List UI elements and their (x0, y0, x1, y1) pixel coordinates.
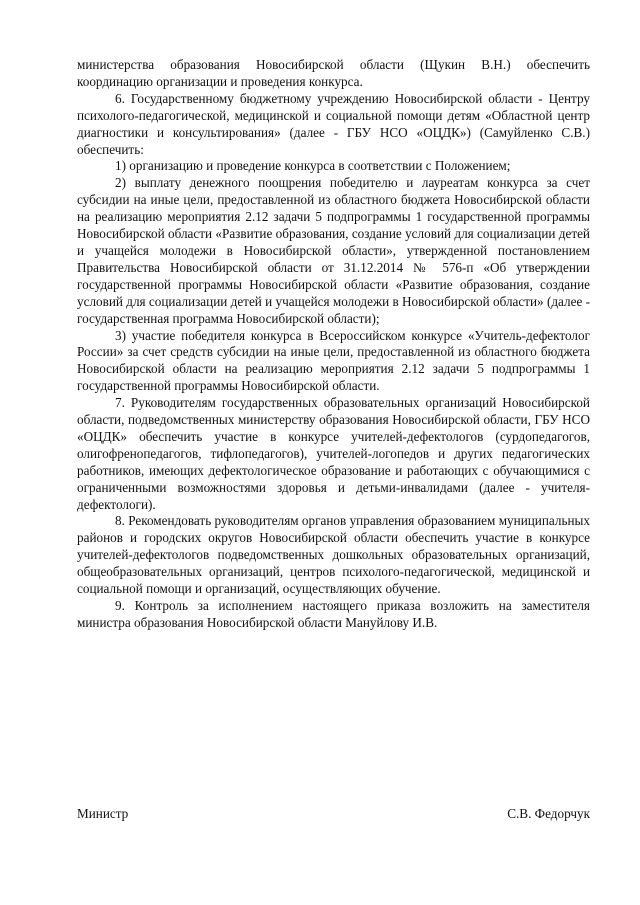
paragraph-subitem-3: 3) участие победителя конкурса в Всероссийском конкурсе «Учитель-дефектолог России» за счет средств субсидии на иные цели, предоставленной из областного бюджета Новосибирской области на реализацию мероприятия 2.12 задачи 5 подпрограммы 1 государственной программы Новосибирской области. (77, 327, 590, 394)
paragraph-subitem-1: 1) организацию и проведение конкурса в соответствии с Положением; (115, 158, 511, 174)
paragraph-item-9: 9. Контроль за исполнением настоящего приказа возложить на заместителя министра образования Новосибирской области Мануйлову И.В. (77, 598, 590, 630)
paragraph-item-7: 7. Руководителям государственных образовательных организаций Новосибирской области, подведомственных министерству образования Новосибирской области, ГБУ НСО «ОЦДК» обеспечить участие в конкурсе учителей-дефектологов (сурдопедагогов, олигофренопедагогов, тифлопедагогов), учителей-логопедов и других педагогических работников, имеющих дефектологическое образование и работающих с обучающимися с ограниченными возможностями здоровья и детьми-инвалидами (далее - учителя-дефектологи). (77, 395, 590, 512)
signatory-position: Министр (77, 806, 129, 821)
document-body (77, 57, 590, 632)
signatory-name: С.В. Федорчук (507, 806, 590, 821)
paragraph-continuation: министерства образования Новосибирской области (Щукин В.Н.) обеспечить координацию организации и проведения конкурса. (77, 57, 590, 89)
paragraph-item-8: 8. Рекомендовать руководителям органов управления образованием муниципальных районов и городских округов Новосибирской области обеспечить участие в конкурсе учителей-дефектологов подведомственных дошкольных образовательных организаций, общеобразовательных организаций, центров психолого-педагогической, медицинской и социальной помощи и организаций, осуществляющих обучение. (77, 513, 590, 597)
signature-block (77, 806, 590, 823)
paragraph-item-6: 6. Государственному бюджетному учреждению Новосибирской области - Центру психолого-педагогической, медицинской и социальной помощи детям «Областной центр диагностики и консультирования» (далее - ГБУ НСО «ОЦДК») (Самуйленко С.В.) обеспечить: (77, 90, 590, 157)
paragraph-subitem-2: 2) выплату денежного поощрения победителю и лауреатам конкурса за счет субсидии на иные цели, предоставленной из областного бюджета Новосибирской области на реализацию мероприятия 2.12 задачи 5 подпрограммы 1 государственной программы Новосибирской области «Развитие образования, создание условий для социализации детей и учащейся молодежи в Новосибирской области», утвержденной постановлением Правительства Новосибирской области от 31.12.2014 № 576-п «Об утверждении государственной программы Новосибирской области «Развитие образования, создание условий для социализации детей и учащейся молодежи в Новосибирской области» (далее - государственная программа Новосибирской области); (77, 175, 590, 326)
